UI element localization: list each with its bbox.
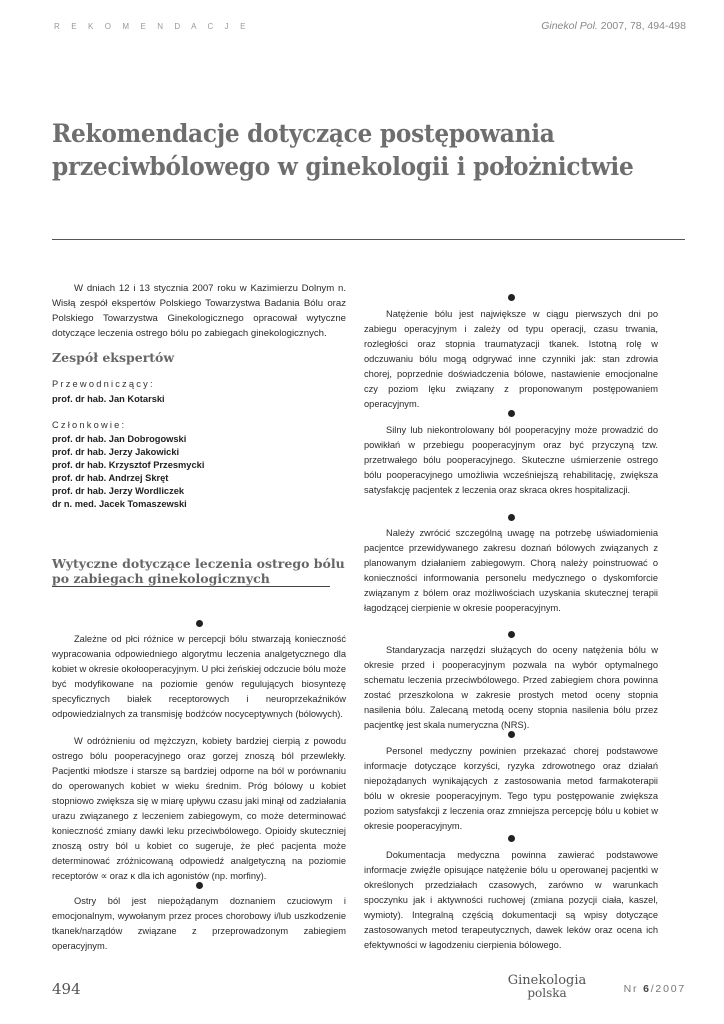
journal-name: Ginekol Pol. (541, 20, 598, 32)
bullet-separator (508, 294, 515, 301)
article-title (52, 117, 638, 183)
guidelines-divider (52, 586, 330, 587)
journal-reference (541, 20, 686, 32)
member-name: prof. dr hab. Jerzy Jakowicki (52, 447, 180, 457)
bullet-separator (508, 410, 515, 417)
left-paragraph-3: Ostry ból jest niepożądanym doznaniem czuciowym i emocjonalnym, wywołanym przez proces chorobowy i/lub uszkodzenie tkanek/narządów związane z przeprowadzonym zabiegiem operacyjnym. (52, 896, 346, 951)
intro-paragraph: W dniach 12 i 13 stycznia 2007 roku w Kazimierzu Dolnym n. Wisłą zespół ekspertów Polskiego Towarzystwa Badania Bólu oraz Polskiego Towarzystwa Ginekologicznego opracował wytyczne dotyczące leczenia ostrego bólu po zabiegach ginekologicznych. (52, 283, 346, 339)
left-paragraph-1: Zależne od płci różnice w percepcji bólu stwarzają konieczność wypracowania odpowiedniego algorytmu leczenia analgetycznego dla kobiet w okresie okołooperacyjnym. U płci żeńskiej odczucie bólu może być modyfikowane na poziomie genów regulujących biosyntezę specyficznych białek receptorowych i neuroprzekaźników odpowiedzialnych za transmisję bodźców nocyceptywnych (bólowych). (52, 634, 346, 719)
bullet-separator (508, 631, 515, 638)
title-line-2: przeciwbólowego w ginekologii i położnictwie (52, 152, 634, 181)
title-divider (52, 239, 685, 240)
guidelines-heading (52, 556, 346, 586)
experts-heading: Zespół ekspertów (52, 350, 175, 365)
section-label: R E K O M E N D A C J E (54, 22, 251, 31)
journal-logo (507, 974, 587, 1000)
member-name: prof. dr hab. Jan Dobrogowski (52, 434, 187, 444)
title-line-1: Rekomendacje dotyczące postępowania (52, 119, 555, 148)
chair-name: prof. dr hab. Jan Kotarski (52, 394, 165, 404)
issue-number (624, 983, 686, 995)
logo-line-2: polska (527, 986, 567, 1000)
guidelines-heading-line-2: po zabiegach ginekologicznych (52, 571, 270, 586)
member-name: prof. dr hab. Jerzy Wordliczek (52, 486, 185, 496)
bullet-separator (508, 731, 515, 738)
bullet-separator (508, 514, 515, 521)
member-name: prof. dr hab. Krzysztof Przesmycki (52, 460, 205, 470)
right-paragraph-2: Silny lub niekontrolowany ból pooperacyjny może prowadzić do powikłań w przebiegu pooperacyjnym oraz być przyczyną tzw. przetrwałego bólu pooperacyjnego. Skuteczne uśmierzenie ostrego bólu pooperacyjnego umożliwia wcześniejszą rehabilitację, zwiększa satysfakcję pacjentek z leczenia oraz skraca okres hospitalizacji. (364, 425, 658, 495)
members-list (52, 433, 204, 511)
member-name: dr n. med. Jacek Tomaszewski (52, 499, 187, 509)
bullet-separator (196, 882, 203, 889)
right-paragraph-4: Standaryzacja narzędzi służących do oceny natężenia bólu w okresie przed i pooperacyjnym pozwala na wybór optymalnego schematu leczenia przeciwbólowego. Przed zabiegiem chora powinna zostać przeszkolona w zakresie prostych metod oceny stopnia nasilenia bólu. Zalecaną metodą oceny stopnia nasilenia bólu przez pacjentkę jest skala numeryczna (NRS). (364, 645, 658, 730)
member-name: prof. dr hab. Andrzej Skręt (52, 473, 169, 483)
logo-line-1: Ginekologia (507, 973, 587, 988)
issue-num: 6 (643, 983, 651, 995)
right-paragraph-1: Natężenie bólu jest największe w ciągu pierwszych dni po zabiegu operacyjnym i zależy od typu operacji, czasu trwania, rozległości oraz stopnia traumatyzacji tkanek. Istotną rolę w odczuwaniu bólu mogą odgrywać inne czynniki jak: stan zdrowia chorej, poprzednie doświadczenia bólowe, nastawienie emocjonalne czy poziom lęku związany z proponowanym postępowaniem operacyjnym. (364, 309, 658, 409)
members-label: Członkowie: (52, 420, 127, 430)
right-paragraph-3: Należy zwrócić szczególną uwagę na potrzebę uświadomienia pacjentce przewidywanego zakresu doznań bólowych związanych z planowanym działaniem zabiegowym. Chorą należy poinstruować o konieczności informowania personelu medycznego o dyskomforcie związanym z bólem oraz możliwościach uzyskania skutecznej terapii łagodzącej cierpienie w okresie pooperacyjnym. (364, 528, 658, 613)
right-paragraph-6: Dokumentacja medyczna powinna zawierać podstawowe informacje zwięźle opisujące natężenie bólu u operowanej pacjentki w określonych przedziałach czasowych, zarówno w warunkach spoczynku jak i aktywności ruchowej (zmiana pozycji ciała, kaszel, wymioty). Integralną częścią dokumentacji są wpisy dotyczące zastosowanych metod terapeutycznych, dawek leków oraz ocena ich efektywności w łagodzeniu cierpienia bólowego. (364, 850, 658, 950)
bullet-separator (196, 620, 203, 627)
issue-prefix: Nr (623, 983, 639, 995)
chair-label: Przewodniczący: (52, 379, 155, 389)
left-paragraph-2: W odróżnieniu od mężczyzn, kobiety bardziej cierpią z powodu ostrego bólu pooperacyjnego oraz gorzej znoszą ból przewlekły. Pacjentki młodsze i starsze są bardziej odporne na ból w porównaniu do operowanych kobiet w wieku średnim. Próg bólowy u kobiet stopniowo zwiększa się w miarę upływu czasu jaki minął od zadziałania urazu związanego z leczeniem zabiegowym, co może determinować konieczność zmiany dawki leku przeciwbólowego. Opioidy skuteczniej znoszą ostry ból u kobiet co sugeruje, że płeć pacjenta może determinować zróżnicowaną odpowiedź analgetyczną na poziomie receptorów ∝ oraz κ dla ich agonistów (np. morfiny). (52, 736, 346, 881)
page-number: 494 (52, 980, 81, 998)
issue-year: /2007 (650, 983, 686, 995)
journal-citation: 2007, 78, 494-498 (600, 20, 686, 32)
guidelines-heading-line-1: Wytyczne dotyczące leczenia ostrego bólu (52, 556, 345, 571)
right-paragraph-5: Personel medyczny powinien przekazać chorej podstawowe informacje dotyczące korzyści, ryzyka zdrowotnego oraz działań niepożądanych wynikających z zastosowania metod farmakoterapii bólu w okresie pooperacyjnym. Tego typu postępowanie zwiększa poziom satysfakcji z leczenia oraz zmniejsza percepcję bólu u kobiet w okresie pooperacyjnym. (364, 746, 658, 831)
bullet-separator (508, 835, 515, 842)
